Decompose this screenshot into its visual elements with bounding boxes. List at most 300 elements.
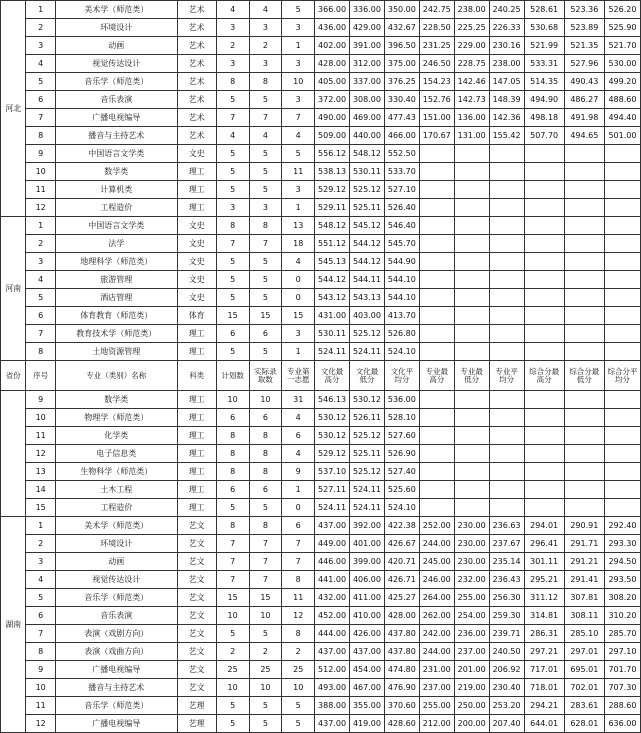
table-row xyxy=(1,199,641,217)
major-max-score: 242.75 xyxy=(419,1,454,19)
major-min-score: 201.00 xyxy=(454,661,489,679)
admitted-count: 5 xyxy=(249,499,282,517)
major-name: 物理学（师范类） xyxy=(55,409,177,427)
admitted-count: 8 xyxy=(249,217,282,235)
planned-count: 7 xyxy=(216,571,249,589)
subject-type: 艺文 xyxy=(177,643,216,661)
major-name: 表演（戏曲方向） xyxy=(55,643,177,661)
culture-max-score: 545.13 xyxy=(315,253,350,271)
major-min-score xyxy=(454,499,489,517)
admitted-count: 3 xyxy=(249,55,282,73)
major-avg-score xyxy=(489,217,524,235)
composite-min-score: 291.71 xyxy=(564,535,604,553)
composite-avg-score: 308.20 xyxy=(604,589,640,607)
culture-max-score: 452.00 xyxy=(315,607,350,625)
planned-count: 10 xyxy=(216,679,249,697)
major-avg-score xyxy=(489,307,524,325)
admitted-count: 15 xyxy=(249,307,282,325)
culture-avg-score: 425.27 xyxy=(384,589,419,607)
composite-avg-score: 701.70 xyxy=(604,661,640,679)
major-avg-score xyxy=(489,427,524,445)
culture-min-score: 525.12 xyxy=(350,463,385,481)
composite-avg-score: 297.10 xyxy=(604,643,640,661)
culture-max-score: 388.00 xyxy=(315,697,350,715)
row-number: 5 xyxy=(26,73,56,91)
row-number: 2 xyxy=(26,235,56,253)
subject-type: 艺文 xyxy=(177,589,216,607)
first-choice-count: 8 xyxy=(282,571,315,589)
major-max-score: 231.25 xyxy=(419,37,454,55)
planned-count: 5 xyxy=(216,271,249,289)
culture-min-score: 337.00 xyxy=(350,73,385,91)
culture-avg-score: 527.40 xyxy=(384,463,419,481)
culture-avg-score: 477.43 xyxy=(384,109,419,127)
planned-count: 10 xyxy=(216,391,249,409)
composite-max-score xyxy=(524,217,564,235)
culture-avg-score: 330.40 xyxy=(384,91,419,109)
composite-max-score: 718.01 xyxy=(524,679,564,697)
culture-max-score: 432.00 xyxy=(315,589,350,607)
planned-count: 2 xyxy=(216,643,249,661)
major-min-score xyxy=(454,289,489,307)
column-header: 专业第一志愿 xyxy=(282,361,315,391)
major-name: 广播电视编导 xyxy=(55,715,177,733)
composite-min-score: 486.27 xyxy=(564,91,604,109)
table-row xyxy=(1,145,641,163)
major-name: 音乐表演 xyxy=(55,607,177,625)
row-number: 4 xyxy=(26,55,56,73)
table-row xyxy=(1,109,641,127)
major-name: 视觉传达设计 xyxy=(55,55,177,73)
admitted-count: 5 xyxy=(249,181,282,199)
major-name: 表演（戏剧方向） xyxy=(55,625,177,643)
row-number: 14 xyxy=(26,481,56,499)
culture-max-score: 537.10 xyxy=(315,463,350,481)
major-min-score: 142.46 xyxy=(454,73,489,91)
composite-avg-score: 292.40 xyxy=(604,517,640,535)
major-avg-score: 206.92 xyxy=(489,661,524,679)
table-row xyxy=(1,625,641,643)
table-row xyxy=(1,163,641,181)
admitted-count: 5 xyxy=(249,715,282,733)
major-max-score xyxy=(419,409,454,427)
major-avg-score xyxy=(489,271,524,289)
subject-type: 理工 xyxy=(177,409,216,427)
first-choice-count: 1 xyxy=(282,343,315,361)
admitted-count: 10 xyxy=(249,679,282,697)
culture-max-score: 524.11 xyxy=(315,343,350,361)
major-min-score: 230.00 xyxy=(454,517,489,535)
first-choice-count: 4 xyxy=(282,253,315,271)
composite-min-score xyxy=(564,391,604,409)
major-name: 音乐表演 xyxy=(55,91,177,109)
column-header: 专业（类别）名称 xyxy=(55,361,177,391)
major-min-score xyxy=(454,343,489,361)
subject-type: 艺术 xyxy=(177,109,216,127)
culture-min-score: 467.00 xyxy=(350,679,385,697)
row-number: 9 xyxy=(26,661,56,679)
composite-min-score: 628.01 xyxy=(564,715,604,733)
major-name: 工程造价 xyxy=(55,199,177,217)
admitted-count: 6 xyxy=(249,481,282,499)
culture-max-score: 431.00 xyxy=(315,307,350,325)
admitted-count: 5 xyxy=(249,625,282,643)
culture-min-score: 426.00 xyxy=(350,625,385,643)
major-max-score: 170.67 xyxy=(419,127,454,145)
culture-max-score: 538.13 xyxy=(315,163,350,181)
composite-max-score: 498.18 xyxy=(524,109,564,127)
culture-avg-score: 437.80 xyxy=(384,625,419,643)
culture-max-score: 544.12 xyxy=(315,271,350,289)
composite-min-score xyxy=(564,235,604,253)
subject-type: 文史 xyxy=(177,217,216,235)
composite-avg-score: 488.60 xyxy=(604,91,640,109)
subject-type: 理工 xyxy=(177,325,216,343)
major-max-score xyxy=(419,325,454,343)
composite-avg-score: 494.40 xyxy=(604,109,640,127)
culture-avg-score: 527.10 xyxy=(384,181,419,199)
culture-min-score: 440.00 xyxy=(350,127,385,145)
composite-max-score xyxy=(524,271,564,289)
major-max-score xyxy=(419,289,454,307)
major-avg-score: 230.16 xyxy=(489,37,524,55)
row-number: 12 xyxy=(26,715,56,733)
subject-type: 艺文 xyxy=(177,625,216,643)
admitted-count: 10 xyxy=(249,391,282,409)
composite-avg-score xyxy=(604,271,640,289)
culture-max-score: 402.00 xyxy=(315,37,350,55)
planned-count: 8 xyxy=(216,463,249,481)
culture-min-score: 454.00 xyxy=(350,661,385,679)
row-number: 10 xyxy=(26,163,56,181)
major-max-score: 264.00 xyxy=(419,589,454,607)
major-avg-score xyxy=(489,235,524,253)
subject-type: 艺文 xyxy=(177,553,216,571)
admitted-count: 3 xyxy=(249,199,282,217)
table-row xyxy=(1,1,641,19)
first-choice-count: 4 xyxy=(282,445,315,463)
column-header: 专业平均分 xyxy=(489,361,524,391)
major-avg-score: 237.67 xyxy=(489,535,524,553)
province-cell xyxy=(1,391,26,517)
culture-min-score: 530.12 xyxy=(350,391,385,409)
culture-min-score: 410.00 xyxy=(350,607,385,625)
major-max-score: 237.00 xyxy=(419,679,454,697)
major-max-score: 245.00 xyxy=(419,553,454,571)
composite-min-score: 308.11 xyxy=(564,607,604,625)
major-min-score xyxy=(454,145,489,163)
planned-count: 8 xyxy=(216,73,249,91)
table-row xyxy=(1,553,641,571)
culture-avg-score: 428.60 xyxy=(384,715,419,733)
row-number: 6 xyxy=(26,607,56,625)
admitted-count: 2 xyxy=(249,643,282,661)
first-choice-count: 1 xyxy=(282,37,315,55)
composite-max-score: 295.21 xyxy=(524,571,564,589)
major-avg-score: 155.42 xyxy=(489,127,524,145)
culture-min-score: 355.00 xyxy=(350,697,385,715)
composite-min-score xyxy=(564,409,604,427)
composite-max-score: 294.21 xyxy=(524,697,564,715)
composite-max-score xyxy=(524,427,564,445)
major-min-score xyxy=(454,307,489,325)
row-number: 11 xyxy=(26,697,56,715)
major-name: 教育技术学（师范类） xyxy=(55,325,177,343)
major-name: 音乐学（师范类） xyxy=(55,73,177,91)
culture-avg-score: 476.90 xyxy=(384,679,419,697)
culture-min-score: 524.11 xyxy=(350,481,385,499)
composite-avg-score xyxy=(604,289,640,307)
major-name: 数学类 xyxy=(55,163,177,181)
culture-max-score: 530.12 xyxy=(315,409,350,427)
culture-min-score: 403.00 xyxy=(350,307,385,325)
row-number: 8 xyxy=(26,643,56,661)
row-number: 12 xyxy=(26,199,56,217)
first-choice-count: 1 xyxy=(282,199,315,217)
first-choice-count: 5 xyxy=(282,145,315,163)
planned-count: 5 xyxy=(216,181,249,199)
row-number: 7 xyxy=(26,109,56,127)
culture-max-score: 437.00 xyxy=(315,643,350,661)
composite-min-score: 523.36 xyxy=(564,1,604,19)
composite-max-score xyxy=(524,499,564,517)
subject-type: 文史 xyxy=(177,253,216,271)
row-number: 2 xyxy=(26,19,56,37)
composite-min-score: 702.01 xyxy=(564,679,604,697)
composite-avg-score: 530.00 xyxy=(604,55,640,73)
culture-max-score: 529.12 xyxy=(315,181,350,199)
culture-avg-score: 396.50 xyxy=(384,37,419,55)
composite-min-score: 695.01 xyxy=(564,661,604,679)
admitted-count: 5 xyxy=(249,91,282,109)
first-choice-count: 7 xyxy=(282,109,315,127)
major-min-score: 237.00 xyxy=(454,643,489,661)
major-max-score: 244.00 xyxy=(419,643,454,661)
first-choice-count: 5 xyxy=(282,1,315,19)
major-avg-score: 147.05 xyxy=(489,73,524,91)
culture-max-score: 546.13 xyxy=(315,391,350,409)
major-avg-score: 240.25 xyxy=(489,1,524,19)
major-name: 土木工程 xyxy=(55,481,177,499)
major-max-score: 212.00 xyxy=(419,715,454,733)
row-number: 4 xyxy=(26,271,56,289)
subject-type: 理工 xyxy=(177,445,216,463)
major-min-score xyxy=(454,409,489,427)
first-choice-count: 3 xyxy=(282,181,315,199)
major-max-score xyxy=(419,391,454,409)
major-name: 广播电视编导 xyxy=(55,109,177,127)
subject-type: 艺术 xyxy=(177,1,216,19)
culture-max-score: 444.00 xyxy=(315,625,350,643)
first-choice-count: 1 xyxy=(282,481,315,499)
major-name: 美术学（师范类） xyxy=(55,517,177,535)
major-avg-score: 256.30 xyxy=(489,589,524,607)
major-min-score: 131.00 xyxy=(454,127,489,145)
planned-count: 8 xyxy=(216,517,249,535)
composite-min-score xyxy=(564,181,604,199)
culture-min-score: 399.00 xyxy=(350,553,385,571)
table-row xyxy=(1,517,641,535)
culture-min-score: 401.00 xyxy=(350,535,385,553)
composite-max-score xyxy=(524,235,564,253)
composite-min-score: 290.91 xyxy=(564,517,604,535)
composite-min-score xyxy=(564,145,604,163)
first-choice-count: 3 xyxy=(282,55,315,73)
composite-avg-score xyxy=(604,481,640,499)
composite-max-score xyxy=(524,463,564,481)
first-choice-count: 25 xyxy=(282,661,315,679)
planned-count: 5 xyxy=(216,91,249,109)
planned-count: 5 xyxy=(216,625,249,643)
composite-avg-score: 521.70 xyxy=(604,37,640,55)
row-number: 8 xyxy=(26,127,56,145)
column-header: 文化最低分 xyxy=(350,361,385,391)
planned-count: 8 xyxy=(216,445,249,463)
major-max-score xyxy=(419,199,454,217)
culture-min-score: 524.11 xyxy=(350,343,385,361)
row-number: 13 xyxy=(26,463,56,481)
first-choice-count: 6 xyxy=(282,517,315,535)
major-name: 生物科学（师范类） xyxy=(55,463,177,481)
composite-avg-score: 294.50 xyxy=(604,553,640,571)
row-number: 10 xyxy=(26,679,56,697)
composite-avg-score xyxy=(604,145,640,163)
composite-avg-score xyxy=(604,307,640,325)
culture-avg-score: 376.25 xyxy=(384,73,419,91)
major-name: 中国语言文学类 xyxy=(55,145,177,163)
row-number: 3 xyxy=(26,37,56,55)
first-choice-count: 0 xyxy=(282,499,315,517)
composite-avg-score xyxy=(604,391,640,409)
major-name: 音乐学（师范类） xyxy=(55,697,177,715)
table-row xyxy=(1,271,641,289)
culture-max-score: 437.00 xyxy=(315,517,350,535)
admitted-count: 4 xyxy=(249,1,282,19)
culture-avg-score: 544.10 xyxy=(384,289,419,307)
major-max-score: 246.50 xyxy=(419,55,454,73)
subject-type: 理工 xyxy=(177,163,216,181)
composite-min-score xyxy=(564,217,604,235)
major-name: 动画 xyxy=(55,37,177,55)
major-max-score xyxy=(419,145,454,163)
major-name: 旅游管理 xyxy=(55,271,177,289)
major-avg-score xyxy=(489,409,524,427)
composite-min-score xyxy=(564,499,604,517)
composite-min-score: 285.10 xyxy=(564,625,604,643)
first-choice-count: 8 xyxy=(282,625,315,643)
planned-count: 15 xyxy=(216,589,249,607)
composite-avg-score: 288.60 xyxy=(604,697,640,715)
composite-max-score xyxy=(524,343,564,361)
row-number: 11 xyxy=(26,427,56,445)
composite-min-score xyxy=(564,325,604,343)
culture-min-score: 312.00 xyxy=(350,55,385,73)
major-max-score xyxy=(419,481,454,499)
culture-max-score: 551.12 xyxy=(315,235,350,253)
table-row xyxy=(1,343,641,361)
major-max-score: 154.23 xyxy=(419,73,454,91)
major-min-score xyxy=(454,253,489,271)
admitted-count: 5 xyxy=(249,343,282,361)
major-min-score xyxy=(454,391,489,409)
culture-avg-score: 350.00 xyxy=(384,1,419,19)
admitted-count: 7 xyxy=(249,535,282,553)
major-min-score: 255.00 xyxy=(454,589,489,607)
major-avg-score xyxy=(489,199,524,217)
admitted-count: 7 xyxy=(249,235,282,253)
culture-min-score: 525.11 xyxy=(350,199,385,217)
admitted-count: 8 xyxy=(249,517,282,535)
composite-avg-score xyxy=(604,325,640,343)
row-number: 4 xyxy=(26,571,56,589)
subject-type: 文史 xyxy=(177,235,216,253)
subject-type: 艺文 xyxy=(177,607,216,625)
major-avg-score: 207.40 xyxy=(489,715,524,733)
row-number: 9 xyxy=(26,391,56,409)
major-max-score: 242.00 xyxy=(419,625,454,643)
planned-count: 6 xyxy=(216,409,249,427)
major-name: 音乐学（师范类） xyxy=(55,589,177,607)
major-avg-score xyxy=(489,253,524,271)
composite-max-score: 514.35 xyxy=(524,73,564,91)
composite-min-score: 521.35 xyxy=(564,37,604,55)
row-number: 3 xyxy=(26,553,56,571)
admitted-count: 3 xyxy=(249,19,282,37)
major-max-score: 262.00 xyxy=(419,607,454,625)
planned-count: 4 xyxy=(216,127,249,145)
culture-min-score: 392.00 xyxy=(350,517,385,535)
composite-min-score: 490.43 xyxy=(564,73,604,91)
major-name: 动画 xyxy=(55,553,177,571)
planned-count: 5 xyxy=(216,499,249,517)
column-header: 综合分最高分 xyxy=(524,361,564,391)
province-cell: 河南 xyxy=(1,217,26,361)
row-number: 6 xyxy=(26,91,56,109)
culture-avg-score: 428.00 xyxy=(384,607,419,625)
major-name: 法学 xyxy=(55,235,177,253)
culture-min-score: 543.13 xyxy=(350,289,385,307)
planned-count: 2 xyxy=(216,37,249,55)
subject-type: 艺术 xyxy=(177,73,216,91)
culture-avg-score: 546.40 xyxy=(384,217,419,235)
first-choice-count: 10 xyxy=(282,679,315,697)
table-row xyxy=(1,409,641,427)
major-avg-score: 238.00 xyxy=(489,55,524,73)
major-min-score xyxy=(454,163,489,181)
composite-min-score xyxy=(564,271,604,289)
composite-min-score xyxy=(564,427,604,445)
major-min-score xyxy=(454,481,489,499)
column-header: 文化最高分 xyxy=(315,361,350,391)
first-choice-count: 11 xyxy=(282,163,315,181)
major-min-score xyxy=(454,181,489,199)
culture-avg-score: 525.60 xyxy=(384,481,419,499)
culture-max-score: 548.12 xyxy=(315,217,350,235)
composite-avg-score: 636.00 xyxy=(604,715,640,733)
admitted-count: 6 xyxy=(249,325,282,343)
culture-max-score: 529.11 xyxy=(315,199,350,217)
culture-min-score: 437.00 xyxy=(350,643,385,661)
subject-type: 艺理 xyxy=(177,697,216,715)
composite-min-score: 527.96 xyxy=(564,55,604,73)
admitted-count: 4 xyxy=(249,127,282,145)
subject-type: 文史 xyxy=(177,289,216,307)
table-row xyxy=(1,307,641,325)
culture-max-score: 437.00 xyxy=(315,715,350,733)
culture-max-score: 441.00 xyxy=(315,571,350,589)
composite-min-score: 283.61 xyxy=(564,697,604,715)
major-min-score: 225.25 xyxy=(454,19,489,37)
